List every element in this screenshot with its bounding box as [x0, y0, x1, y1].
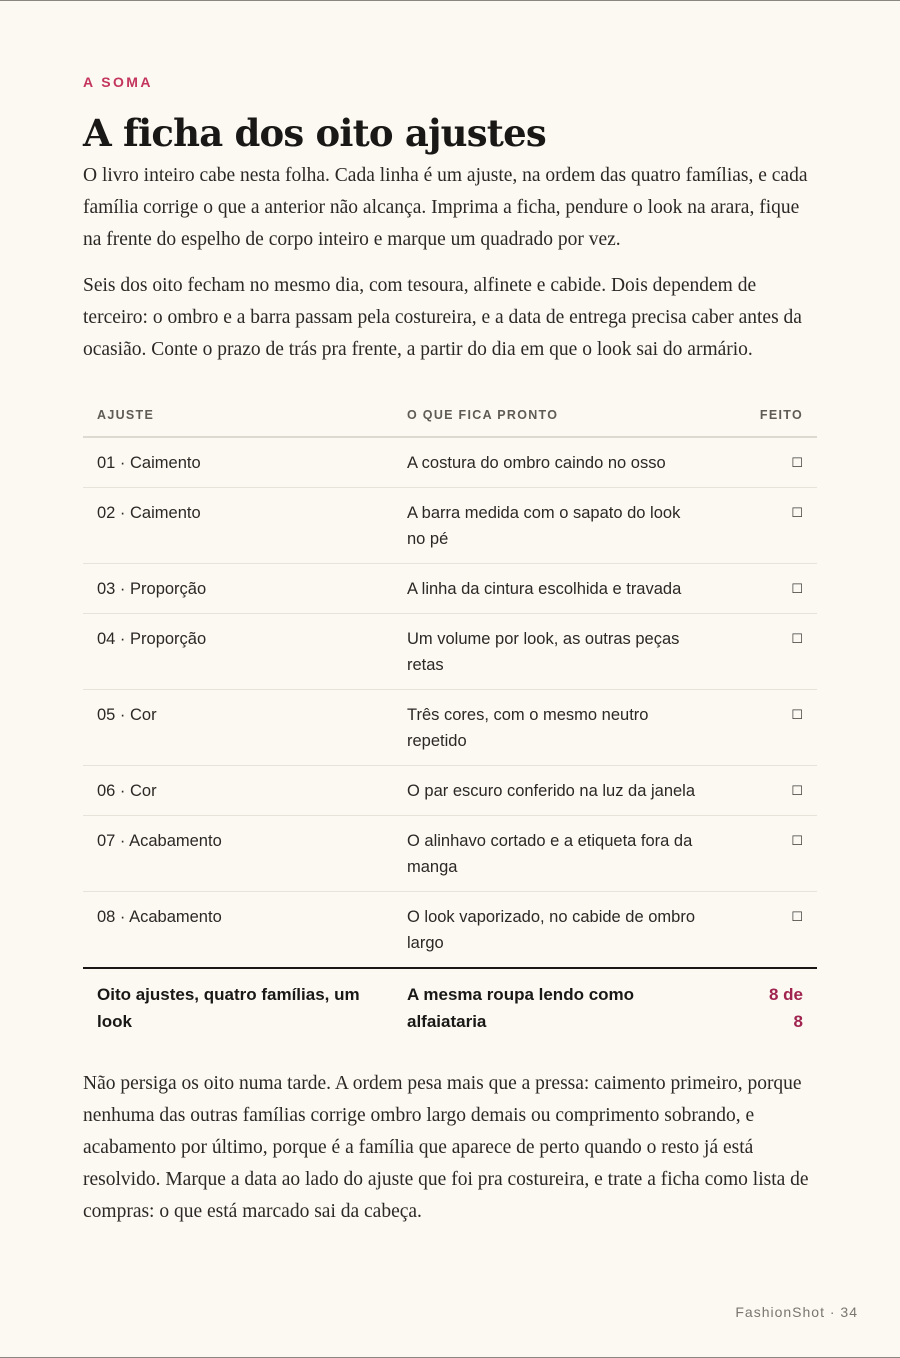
- table-header: [83, 400, 817, 437]
- page-content: [83, 74, 818, 1228]
- checkbox[interactable]: ☐: [723, 437, 817, 488]
- checkbox[interactable]: ☐: [723, 564, 817, 614]
- table-row: [83, 564, 817, 614]
- adjust-cell: 01 · Caimento: [83, 437, 393, 488]
- table-row: [83, 437, 817, 488]
- checkbox[interactable]: ☐: [791, 909, 803, 924]
- table-row: [83, 816, 817, 892]
- intro-paragraph-1: O livro inteiro cabe nesta folha. Cada linha é um ajuste, na ordem das quatro famílias, e cada família corrige o que a anterior não alcança. Imprima a ficha, pendure o look na arara, fique na frente do espelho de corpo inteiro e marque um quadrado por vez.: [83, 165, 808, 250]
- adjust-cell: 08 · Acabamento: [97, 908, 222, 926]
- adjust-cell: 03 · Proporção: [83, 564, 393, 614]
- total-count-line-2: 8: [793, 1012, 803, 1031]
- adjust-cell: 02 · Caimento: [83, 488, 393, 564]
- page-title: A ficha dos oito ajustes: [83, 111, 546, 155]
- section-kicker: A SOMA: [83, 74, 153, 90]
- checkbox[interactable]: ☐: [723, 614, 817, 690]
- total-result-cell: A mesma roupa lendo como alfaiataria: [393, 968, 723, 1046]
- adjust-cell: 06 · Cor: [83, 766, 393, 816]
- adjust-cell: 04 · Proporção: [83, 614, 393, 690]
- result-cell: A barra medida com o sapato do look no pé: [393, 488, 723, 564]
- table-row: [83, 488, 817, 564]
- page-top-rule: [0, 0, 900, 1]
- table-row: [83, 892, 817, 969]
- result-cell: Um volume por look, as outras peças retas: [393, 614, 723, 690]
- adjustments-table: [83, 400, 817, 1046]
- table-total: [83, 968, 817, 1046]
- checkbox[interactable]: ☐: [723, 766, 817, 816]
- table-row: [83, 614, 817, 690]
- total-count-cell: [723, 968, 817, 1046]
- result-cell: A linha da cintura escolhida e travada: [393, 564, 723, 614]
- result-cell: O par escuro conferido na luz da janela: [393, 766, 723, 816]
- column-header-done: FEITO: [723, 400, 817, 437]
- table-row: [83, 690, 817, 766]
- result-cell: O look vaporizado, no cabide de ombro largo: [407, 908, 696, 952]
- table-row: [83, 766, 817, 816]
- column-header-adjust: AJUSTE: [83, 400, 393, 437]
- page-footer: FashionShot · 34: [735, 1304, 858, 1320]
- intro-paragraph-2: Seis dos oito fecham no mesmo dia, com tesoura, alfinete e cabide. Dois dependem de terceiro: o ombro e a barra passam pela costureira, e a data de entrega precisa caber antes da ocasião. Conte o prazo de trás pra frente, a partir do dia em que o look sai do armário.: [83, 275, 802, 360]
- total-row: [83, 968, 817, 1046]
- table-body: [83, 437, 817, 968]
- checkbox[interactable]: ☐: [723, 488, 817, 564]
- result-cell: Três cores, com o mesmo neutro repetido: [393, 690, 723, 766]
- adjust-cell: 07 · Acabamento: [83, 816, 393, 892]
- result-cell: O alinhavo cortado e a etiqueta fora da manga: [393, 816, 723, 892]
- checkbox[interactable]: ☐: [723, 816, 817, 892]
- total-adjust-cell: Oito ajustes, quatro famílias, um look: [83, 968, 393, 1046]
- adjust-cell: 05 · Cor: [83, 690, 393, 766]
- closing-paragraph: Não persiga os oito numa tarde. A ordem pesa mais que a pressa: caimento primeiro, porque nenhuma das outras famílias corrige ombro largo demais ou comprimento sobrando, e acabamento por último, porque é a família que aparece de perto quando o resto já está resolvido. Marque a data ao lado do ajuste que foi pra costureira, e trate a ficha como lista de compras: o que está marcado sai da cabeça.: [83, 1073, 809, 1222]
- checkbox[interactable]: ☐: [723, 690, 817, 766]
- column-header-result: O QUE FICA PRONTO: [393, 400, 723, 437]
- total-count-line-1: 8 de: [768, 985, 803, 1004]
- result-cell: A costura do ombro caindo no osso: [393, 437, 723, 488]
